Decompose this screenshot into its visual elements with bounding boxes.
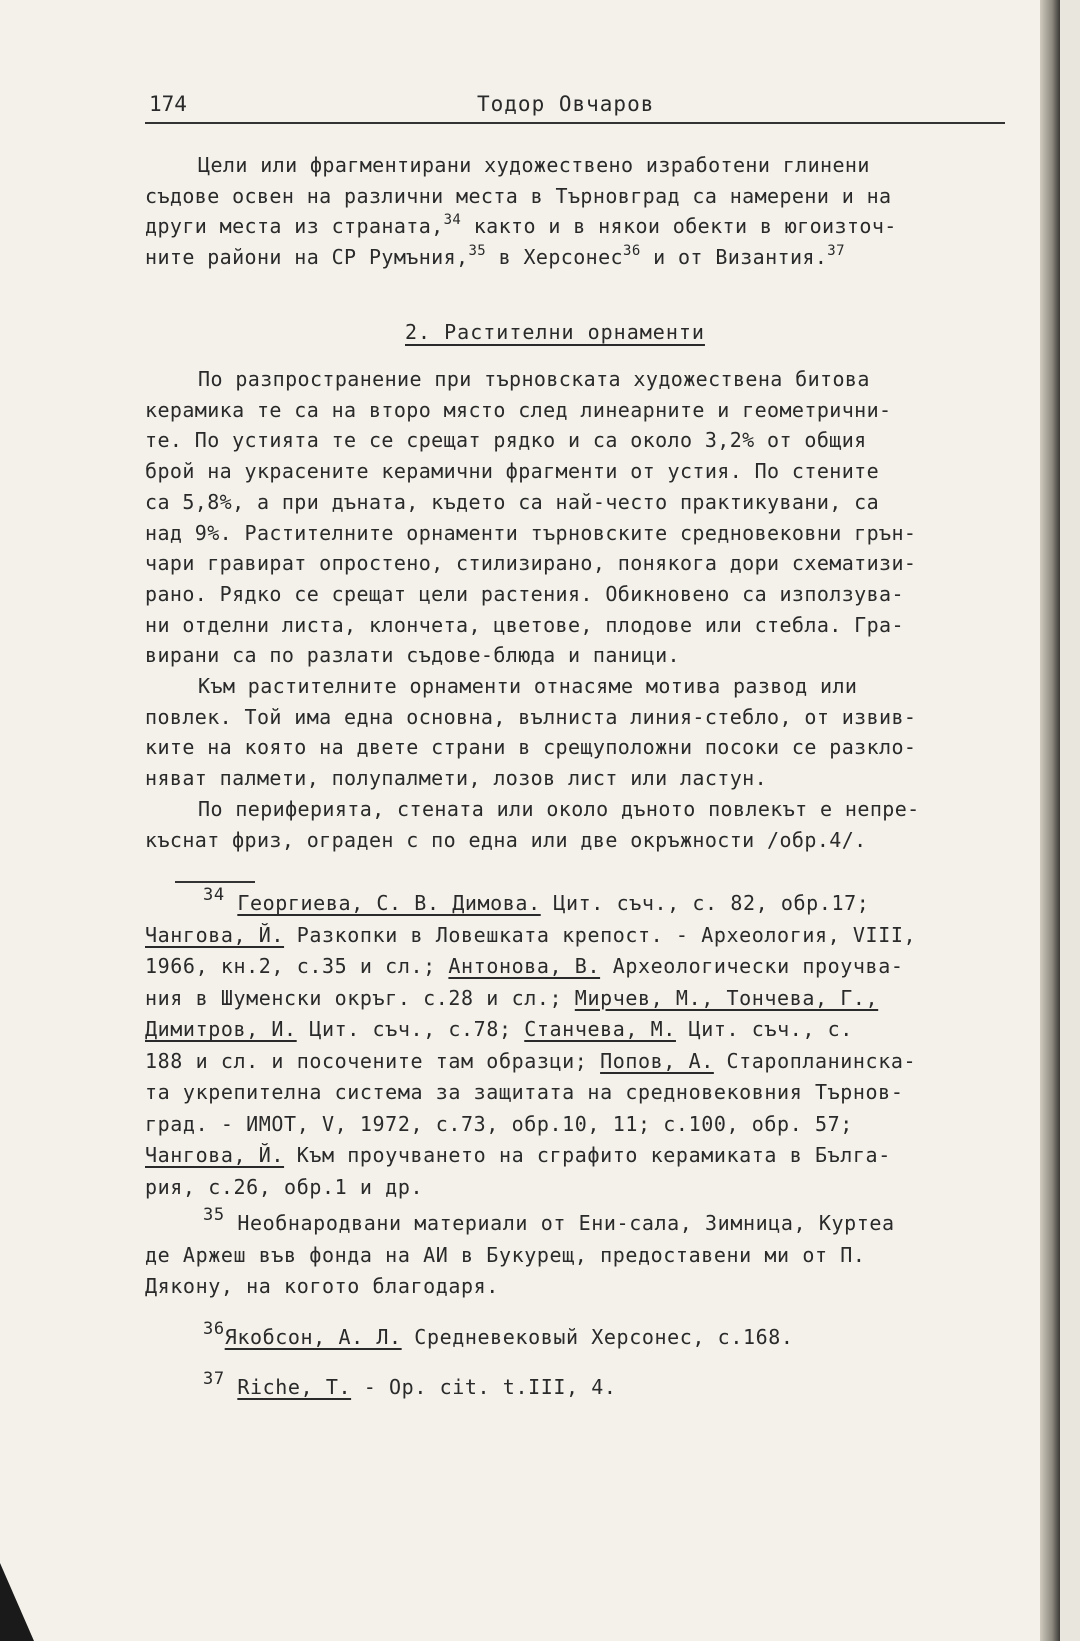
text-line: над 9%. Растителните орнаменти търновските средновековни грън-: [145, 520, 917, 545]
text-line: чари гравират опростено, стилизирано, понякога дори схематизи-: [145, 551, 917, 576]
text-line: рано. Рядко се срещат цели растения. Обикновено са използува-: [145, 581, 904, 606]
text-line: Към растителните орнаменти отнасяме мотива развод или: [198, 674, 858, 699]
text-line: съдове освен на различни места в Търновград са намерени и на: [145, 183, 892, 208]
footnote-ref[interactable]: 36: [623, 243, 641, 260]
footnote-ref[interactable]: 34: [443, 212, 462, 229]
footnote-35: $^{35}$ Необнародвани материали от Ени-сала, Зимница, Куртеа де Аржеш във фонда на АИ в Букурещ, предоставени ми от П. Дякону, на когото благодаря.: [145, 1205, 895, 1298]
footnote-36: $^{36}$Якобсон, А. Л. Средневековый Херсонес, с.168.: [203, 1319, 794, 1349]
footnote-number: 35: [203, 1205, 225, 1225]
text-line: повлек. Той има една основна, вълниста линия-стебло, от извив-: [145, 704, 917, 729]
footnote-ref[interactable]: 37: [827, 243, 845, 260]
footnote-34: $^{34}$ Георгиева, С. В. Димова. Цит. съч., с. 82, обр.17; Чангова, Й. Разкопки в Ловешката крепост. - Археология, VIII, 1966, кн.2, с.35 и сл.; Антонова, В. Археологически проучва- ния в Шуменски окръг. с.28 и сл.; Мирчев, М., Тончева, Г., Димитров, И. Цит. съч., с.78; Станчева, М. Цит. съч., с. 188 и сл. и посочените там образци; Попов, А. Старопланинска- та укрепителна система за защитата на средновековния Търнов- град. - ИМОТ, V, 1972, с.73, обр.10, 11; с.100, обр. 57; Чангова, Й. Към проучването на сграфито керамиката в Бълга- рия, с.26, обр.1 и др.: [145, 885, 917, 1199]
section-heading: 2. Растителни орнаменти: [405, 320, 705, 344]
text-line: ни отделни листа, клончета, цветове, плодове или стебла. Гра-: [145, 612, 904, 637]
text-line: По периферията, стената или около дъното повлекът е непре-: [198, 796, 920, 821]
text-line: ните райони на СР Румъния,$^{35}$ в Херсонес$^{36}$ и от Византия.$^{37}$: [145, 243, 845, 270]
text-line: те. По устията те се срещат рядко и са около 3,2% от общия: [145, 428, 867, 453]
running-header: [145, 92, 1005, 124]
text-line: други места из страната,$^{34}$ както и в някои обекти в югоизточ-: [145, 212, 897, 239]
main-text: [145, 364, 1015, 855]
footnote-number: 34: [203, 885, 225, 905]
footnote-ref[interactable]: 35: [468, 243, 487, 260]
text-line: керамика те са на второ място след линеарните и геометрични-: [145, 397, 892, 422]
footnote-37: $^{37}$ Riche, T. - Op. cit. t.III, 4.: [203, 1369, 617, 1399]
binding-corner: [0, 1563, 34, 1641]
text-line: няват палмети, полупалмети, лозов лист или ластун.: [145, 766, 768, 791]
footnote-number: 37: [203, 1369, 225, 1389]
text-line: ките на която на двете страни в срещуположни посоки се разкло-: [145, 735, 917, 760]
text-line: Цели или фрагментирани художествено изработени глинени: [198, 153, 870, 177]
text-line: къснат фриз, ограден с по една или две окръжности /обр.4/.: [145, 827, 867, 852]
text-line: са 5,8%, а при дъната, където са най-често практикувани, са: [145, 489, 880, 514]
text-line: брой на украсените керамични фрагменти от устия. По стените: [145, 459, 880, 484]
text-line: По разпространение при търновската художествена битова: [198, 367, 870, 391]
text-line: вирани са по разлати съдове-блюда и паници.: [145, 643, 680, 668]
running-head-author: Тодор Овчаров: [477, 92, 655, 116]
footnote-divider: [175, 881, 255, 883]
footnote-number: 36: [203, 1319, 225, 1339]
intro-paragraph: [145, 150, 1015, 273]
page-number: 174: [149, 92, 187, 116]
page-edge-shadow: [1040, 0, 1060, 1641]
